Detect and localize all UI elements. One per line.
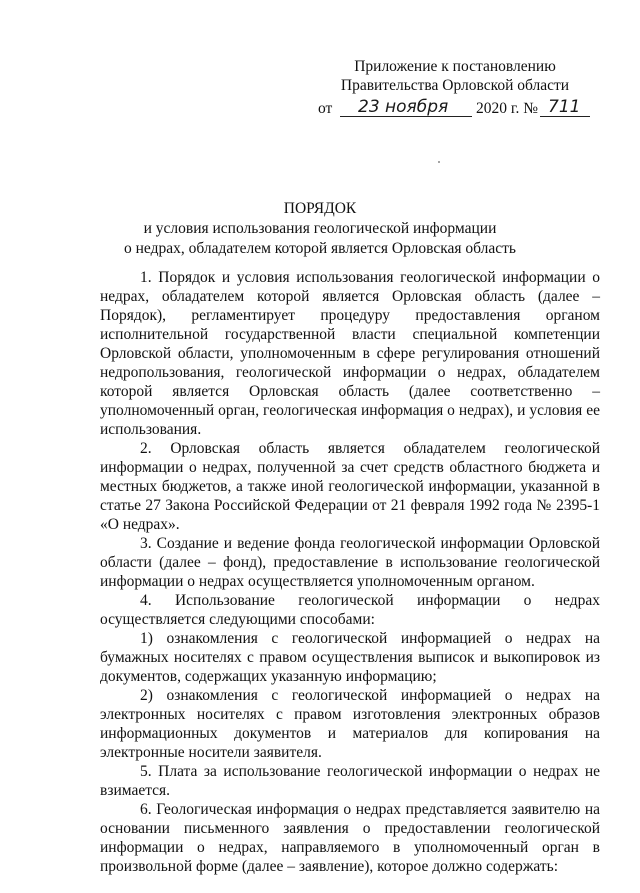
paragraph-3: 3. Создание и ведение фонда геологической информации Орловской области (далее – фонд), предоставление в использование геологической информации о недрах осуществляется уполномоченным органом. xyxy=(100,535,600,590)
paragraph-6: 6. Геологическая информация о недрах представляется заявителю на основании письменного заявления о предоставлении геологической информации о недрах, направляемого в уполномоченный орган в произвольной форме (далее – заявление), которое должно содержать: xyxy=(100,801,600,875)
title-line-2: и условия использования геологической информации xyxy=(143,220,497,237)
paragraph-4-item-2: 2) ознакомления с геологической информацией о недрах на электронных носителях с правом изготовления электронных образов информационных документов и материалов для копирования на электронные носители заявителя. xyxy=(100,687,600,761)
handwritten-date: 23 ноября xyxy=(358,97,449,117)
handwritten-number: 711 xyxy=(548,97,581,117)
resolution-date-line xyxy=(318,97,598,121)
paragraph-4-item-1: 1) ознакомления с геологической информацией о недрах на бумажных носителях с правом осуществления выписок и выкопировок из документов, содержащих указанную информацию; xyxy=(100,630,600,685)
paragraph-2: 2. Орловская область является обладателем геологической информации о недрах, полученной за счет средств областного бюджета и местных бюджетов, а также иной геологической информации, указанной в статье 27 Закона Российской Федерации от 21 февраля 1992 года № 2395-1 «О недрах». xyxy=(100,440,600,533)
title-heading: ПОРЯДОК xyxy=(283,200,357,217)
annex-line-1: Приложение к постановлению xyxy=(354,58,556,75)
paragraph-1: 1. Порядок и условия использования геологической информации о недрах, обладателем которой является Орловская область (далее – Порядок), регламентирует процедуру предоставления органом исполнительной государственной власти специальной компетенции Орловской области, уполномоченным в сфере регулирования отношений недропользования, геологической информации о недрах, обладателем которой является Орловская область (далее соответственно – уполномоченный орган, геологическая информация о недрах), и условия ее использования. xyxy=(100,269,600,438)
annex-line-2: Правительства Орловской области xyxy=(340,77,570,94)
date-prefix: от xyxy=(318,100,333,117)
title-line-3: о недрах, обладателем которой является Орловская область xyxy=(123,240,516,257)
scan-speck xyxy=(438,161,440,163)
paragraph-5: 5. Плата за использование геологической информации о недрах не взимается. xyxy=(100,763,600,799)
annex-header xyxy=(330,57,580,95)
year-number-text: 2020 г. № xyxy=(476,100,539,117)
document-title xyxy=(0,199,640,259)
document-body xyxy=(100,268,600,876)
paragraph-4: 4. Использование геологической информации о недрах осуществляется следующими способами: xyxy=(100,592,600,628)
